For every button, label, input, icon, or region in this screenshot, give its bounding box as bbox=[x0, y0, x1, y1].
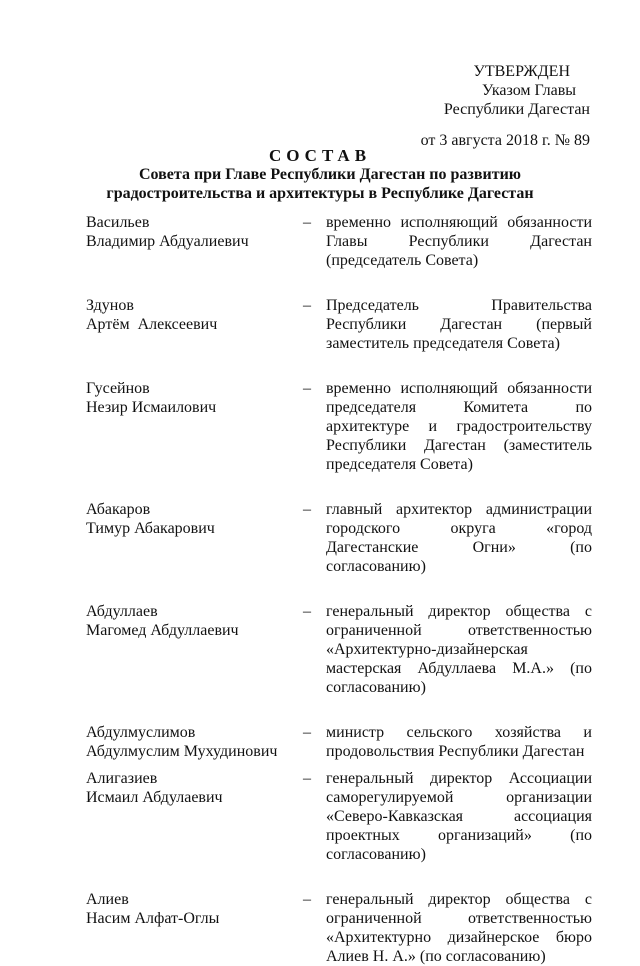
member-entry bbox=[86, 890, 592, 966]
member-surname: Гусейнов bbox=[86, 380, 150, 397]
member-dash: – bbox=[303, 891, 311, 908]
document-subtitle-line-1: Совета при Главе Республики Дагестан по развитию bbox=[138, 166, 522, 183]
member-name bbox=[86, 723, 288, 761]
member-given-names: Абдулмуслим Мухудинович bbox=[86, 743, 278, 760]
member-entry bbox=[86, 500, 592, 576]
member-given-names: Артём Алексеевич bbox=[86, 316, 218, 333]
member-given-names: Магомед Абдуллаевич bbox=[86, 622, 239, 639]
document-heading bbox=[0, 146, 640, 203]
member-surname: Васильев bbox=[86, 214, 150, 231]
member-role: Председатель Правительства Республики Дагестан (первый заместитель председателя Совета) bbox=[326, 297, 592, 352]
member-entry bbox=[86, 723, 592, 761]
member-dash: – bbox=[303, 603, 311, 620]
member-surname: Абдулмуслимов bbox=[86, 724, 196, 741]
member-entry bbox=[86, 602, 592, 697]
member-dash: – bbox=[303, 724, 311, 741]
member-given-names: Владимир Абдуалиевич bbox=[86, 233, 249, 250]
member-given-names: Исмаил Абдулаевич bbox=[86, 789, 223, 806]
approval-stamp: УТВЕРЖДЕН bbox=[473, 63, 570, 80]
member-dash: – bbox=[303, 501, 311, 518]
member-role: главный архитектор администрации городского округа «город Дагестанские Огни» (по согласованию) bbox=[326, 501, 592, 575]
member-dash: – bbox=[303, 214, 311, 231]
approval-block bbox=[421, 62, 590, 150]
member-name bbox=[86, 602, 288, 697]
member-name bbox=[86, 296, 288, 353]
member-entry bbox=[86, 769, 592, 864]
member-given-names: Незир Исмаилович bbox=[86, 399, 217, 416]
approval-decree: Указом Главы bbox=[481, 82, 576, 99]
approval-authority: Республики Дагестан bbox=[443, 101, 590, 118]
member-name bbox=[86, 500, 288, 576]
member-role: генеральный директор общества с ограниченной ответственностью «Архитектурно-дизайнерская мастерская Абдуллаева М.А.» (по согласованию) bbox=[326, 603, 592, 696]
member-surname: Алиев bbox=[86, 891, 129, 908]
member-surname: Абдуллаев bbox=[86, 603, 158, 620]
member-entry bbox=[86, 213, 592, 270]
approval-date: от 3 августа 2018 г. № 89 bbox=[420, 132, 590, 149]
member-given-names: Тимур Абакарович bbox=[86, 520, 215, 537]
member-surname: Абакаров bbox=[86, 501, 151, 518]
member-role: генеральный директор Ассоциации саморегулируемой организации «Северо-Кавказская ассоциация проектных организаций» (по согласованию) bbox=[326, 770, 592, 863]
member-surname: Здунов bbox=[86, 297, 134, 314]
member-role: генеральный директор общества с ограниченной ответственностью «Архитектурно дизайнерское бюро Алиев Н. А.» (по согласованию) bbox=[326, 891, 592, 965]
member-surname: Алигазиев bbox=[86, 770, 158, 787]
document-subtitle-line-2: градостроительства и архитектуры в Республике Дагестан bbox=[106, 185, 534, 202]
member-name bbox=[86, 213, 288, 270]
member-name bbox=[86, 379, 288, 474]
member-entry bbox=[86, 379, 592, 474]
member-dash: – bbox=[303, 297, 311, 314]
member-given-names: Насим Алфат-Оглы bbox=[86, 910, 220, 927]
member-dash: – bbox=[303, 770, 311, 787]
member-name bbox=[86, 890, 288, 966]
members-list bbox=[86, 209, 592, 966]
member-name bbox=[86, 769, 288, 864]
member-entry bbox=[86, 296, 592, 353]
member-dash: – bbox=[303, 380, 311, 397]
member-role: временно исполняющий обязанности Главы Республики Дагестан (председатель Совета) bbox=[326, 214, 592, 269]
document-title: СОСТАВ bbox=[268, 146, 372, 165]
member-role: временно исполняющий обязанности председателя Комитета по архитектуре и градостроительству Республики Дагестан (заместитель председателя Совета) bbox=[326, 380, 592, 473]
member-role: министр сельского хозяйства и продовольствия Республики Дагестан bbox=[326, 724, 592, 760]
